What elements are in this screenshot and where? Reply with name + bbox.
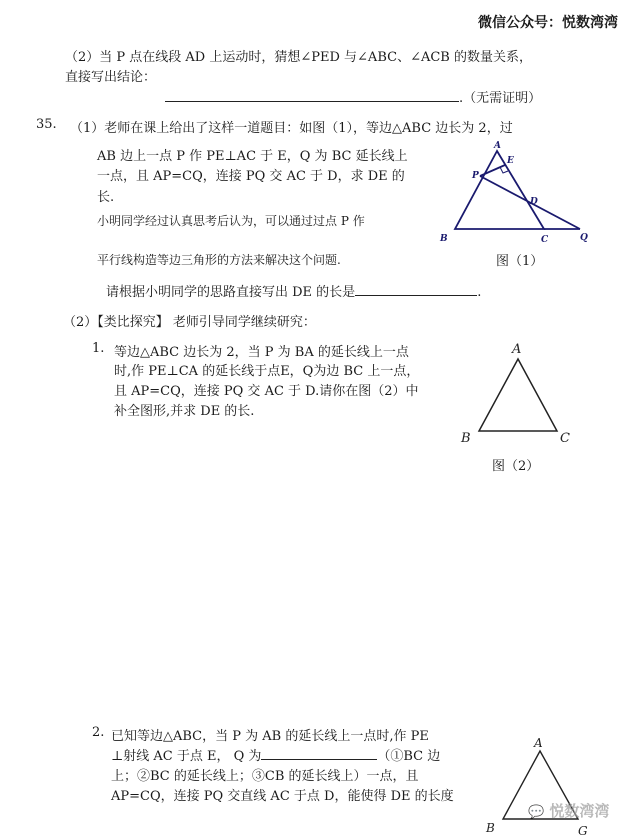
item2-line4: AP=CQ，连接 PQ 交直线 AC 于点 D，能使得 DE 的长度 — [111, 789, 454, 804]
fig2-caption: 图（2） — [492, 459, 540, 474]
fig1-label-q: Q — [580, 233, 588, 243]
q35-line4: 长. — [97, 190, 115, 205]
fig1-triangle-abc — [455, 151, 544, 229]
fig2-triangle-abc — [479, 359, 557, 431]
header-account: 微信公众号：悦数湾湾 — [478, 15, 618, 31]
q35-hint2: 平行线构造等边三角形的方法来解决这个问题. — [97, 253, 341, 267]
fig3-label-g: G — [578, 824, 588, 838]
fig2-label-c: C — [560, 431, 570, 446]
watermark — [528, 800, 609, 821]
figure-3 — [480, 735, 605, 840]
figure-1 — [434, 138, 594, 248]
figure-2 — [455, 338, 585, 450]
q35-line2: AB 边上一点 P 作 PE⊥AC 于 E，Q 为 BC 延长线上 — [97, 149, 408, 164]
fig2-label-a: A — [512, 342, 522, 357]
q35-line3: 一点，且 AP=CQ，连接 PQ 交 AC 于 D，求 DE 的 — [97, 169, 405, 184]
item2-line2a: ⊥射线 AC 于点 E， Q 为 — [111, 749, 262, 764]
prev-part-line2: 直接写出结论： — [65, 70, 157, 85]
item1-line3: 且 AP=CQ，连接 PQ 交 AC 于 D.请你在图（2）中 — [114, 384, 419, 399]
item1-line2: 时,作 PE⊥CA 的延长线于点E，Q为边 BC 上一点， — [114, 364, 420, 379]
item1-line1: 等边△ABC 边长为 2，当 P 为 BA 的延长线上一点 — [114, 345, 409, 360]
q35-line1: （1）老师在课上给出了这样一道题目：如图（1），等边△ABC 边长为 2，过 — [70, 121, 513, 136]
q35-number: 35. — [36, 117, 57, 132]
item1-line4: 补全图形,并求 DE 的长. — [114, 404, 255, 419]
fig1-label-a: A — [494, 141, 501, 151]
watermark-text: 悦数湾湾 — [549, 802, 610, 820]
part2-title: （2）【类比探究】 老师引导同学继续研究： — [63, 315, 316, 330]
prev-part-note: .（无需证明） — [459, 91, 542, 106]
q35-ask-end: . — [477, 285, 482, 300]
fig3-label-b: B — [486, 821, 495, 835]
item2-line3: 上；②BC 的延长线上；③CB 的延长线上）一点，且 — [111, 769, 419, 784]
fig1-label-b: B — [440, 234, 448, 244]
fig2-label-b: B — [461, 431, 471, 446]
prev-part-line1: （2）当 P 点在线段 AD 上运动时，猜想∠PED 与∠ABC、∠ACB 的数量关系， — [65, 50, 532, 65]
fig1-label-c: C — [541, 235, 549, 245]
q35-hint1: 小明同学经过认真思考后认为，可以通过过点 P 作 — [97, 214, 365, 228]
fig3-label-a: A — [534, 736, 543, 750]
item2-line1: 已知等边△ABC，当 P 为 AB 的延长线上一点时,作 PE — [111, 729, 429, 744]
prev-part-answer-line — [165, 87, 541, 106]
fig1-label-d: D — [530, 197, 538, 207]
wechat-icon: 💬 — [528, 805, 545, 820]
item2-number: 2. — [92, 725, 105, 740]
item2-line2b: （①BC 边 — [377, 749, 441, 764]
fig1-label-p: P — [472, 171, 479, 181]
q35-ask-text: 请根据小明同学的思路直接写出 DE 的长是 — [106, 285, 356, 300]
item2-line2 — [111, 745, 440, 764]
q35-ask — [106, 281, 481, 300]
fig1-label-e: E — [507, 156, 514, 166]
fig1-caption: 图（1） — [496, 254, 544, 269]
item1-number: 1. — [92, 341, 105, 356]
